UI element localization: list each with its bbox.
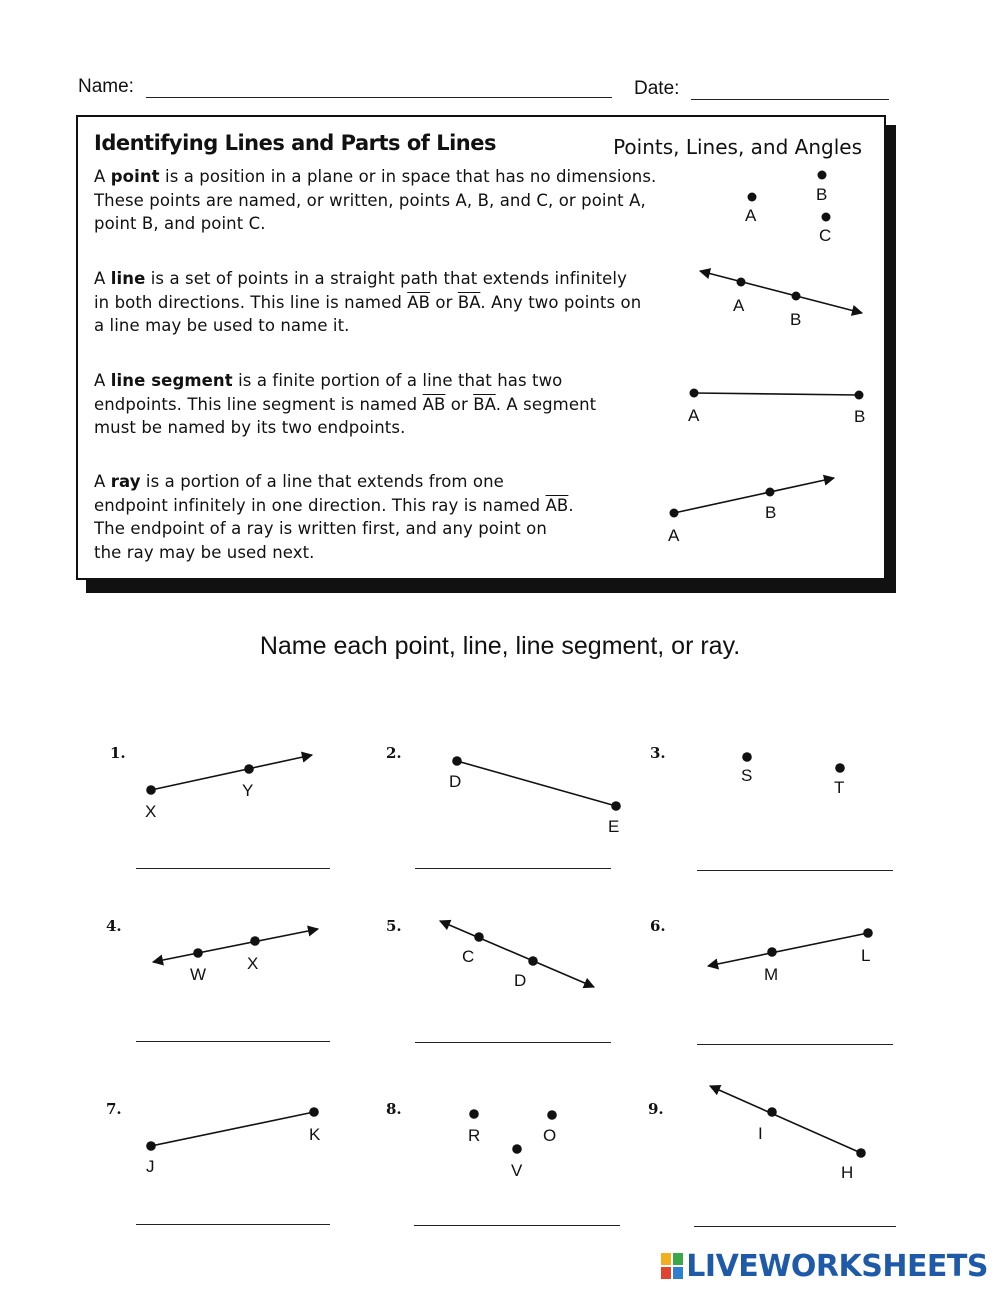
ray-b-label: B <box>765 503 777 522</box>
liveworksheets-brand <box>661 1249 988 1284</box>
question-2-figure <box>449 756 621 836</box>
name-input[interactable] <box>148 74 616 96</box>
answer-4-input[interactable] <box>136 1019 330 1042</box>
question-1-label-x: X <box>145 802 157 821</box>
question-3-label-t: T <box>834 778 845 797</box>
segment-term: line segment <box>110 371 233 390</box>
date-input[interactable] <box>693 76 893 98</box>
ray-diagram <box>668 478 834 545</box>
brand-text: LIVEWORKSHEETS <box>686 1249 988 1284</box>
date-label: Date: <box>634 78 680 99</box>
point-c-dot <box>822 213 831 222</box>
liveworksheets-logo-icon <box>661 1253 683 1279</box>
question-figures <box>0 700 1000 1220</box>
name-label: Name: <box>78 76 134 97</box>
point-a-label: A <box>745 206 757 225</box>
question-1-label-y: Y <box>242 781 254 800</box>
definition-diagrams <box>78 117 884 578</box>
answer-8-input[interactable] <box>414 1203 620 1226</box>
answer-2-input[interactable] <box>415 846 611 869</box>
question-4-figure <box>153 929 318 984</box>
answer-1-input[interactable] <box>136 846 330 869</box>
question-2-label-d: D <box>449 772 462 791</box>
line-term: line <box>110 269 146 288</box>
answer-3-input[interactable] <box>697 848 893 871</box>
box-title: Identifying Lines and Parts of Lines <box>94 131 496 155</box>
line-diagram <box>700 271 862 329</box>
answer-9-input[interactable] <box>694 1204 896 1227</box>
question-4-label-x: X <box>247 954 259 973</box>
question-8-label-v: V <box>511 1161 523 1180</box>
question-8-label-o: O <box>543 1126 557 1145</box>
question-1-figure <box>145 755 312 821</box>
question-9-figure <box>710 1086 866 1182</box>
segment-definition: A line segment is a finite portion of a line that has two endpoints. This line segment is named $\overline{AB}$ or $\overline{BA}$. A segment must be named by its two endpoints. <box>94 371 597 437</box>
segment-name-ba: $\overline{BA}$ <box>473 394 496 414</box>
point-b-dot <box>818 171 827 180</box>
definitions-box <box>76 115 886 580</box>
question-7-label-k: K <box>309 1125 321 1144</box>
answer-5-input[interactable] <box>415 1020 611 1043</box>
ray-definition: A ray is a portion of a line that extends from one endpoint infinitely in one direction. This ray is named $\overline{AB}$. The endpoint of a ray is written first, and any point on the ray may be used next. <box>94 472 574 562</box>
question-9-label-i: I <box>758 1124 763 1143</box>
question-7-figure <box>146 1107 321 1176</box>
question-8-figure <box>468 1109 557 1180</box>
answer-7-input[interactable] <box>136 1202 330 1225</box>
line-name-ba: $\overline{BA}$ <box>457 292 481 312</box>
question-3-label-s: S <box>741 766 753 785</box>
answer-6-input[interactable] <box>697 1022 893 1045</box>
question-5-figure <box>440 921 594 990</box>
ray-name-ab: $\overline{AB}$ <box>545 495 569 515</box>
instruction-text: Name each point, line, line segment, or ray. <box>259 632 741 660</box>
question-4-label-w: W <box>190 965 207 984</box>
segment-diagram <box>688 389 865 427</box>
line-definition: A line is a set of points in a straight path that extends infinitely in both directions. This line is named $\overline{AB}$ or $\overline{BA}$. Any two points on a line may be used to name it. <box>94 269 642 335</box>
question-5-number: 5. <box>386 917 402 935</box>
question-6-number: 6. <box>650 917 666 935</box>
segment-b-label: B <box>854 407 866 426</box>
question-7-label-j: J <box>146 1157 155 1176</box>
question-7-number: 7. <box>106 1100 122 1118</box>
question-1-number: 1. <box>110 744 126 762</box>
name-underline <box>146 97 612 98</box>
segment-name-ab: $\overline{AB}$ <box>422 394 446 414</box>
point-a-dot <box>748 193 757 202</box>
point-c-label: C <box>819 226 832 245</box>
question-6-label-l: L <box>861 946 871 965</box>
date-underline <box>691 99 889 100</box>
line-name-ab: $\overline{AB}$ <box>407 292 431 312</box>
question-6-label-m: M <box>764 965 779 984</box>
question-4-number: 4. <box>106 917 122 935</box>
box-subtitle: Points, Lines, and Angles <box>613 135 862 159</box>
question-3-figure <box>741 752 845 797</box>
question-5-label-d: D <box>514 971 527 990</box>
ray-a-label: A <box>668 526 680 545</box>
question-2-number: 2. <box>386 744 402 762</box>
point-term: point <box>110 167 160 186</box>
question-9-number: 9. <box>648 1100 664 1118</box>
question-6-figure <box>708 928 873 984</box>
point-definition: A point is a position in a plane or in space that has no dimensions. These points are named, or written, points A, B, and C, or point A, point B, and point C. <box>94 167 657 233</box>
segment-a-label: A <box>688 406 700 425</box>
line-b-label: B <box>790 310 802 329</box>
question-3-number: 3. <box>650 744 666 762</box>
question-2-label-e: E <box>608 817 620 836</box>
question-9-label-h: H <box>841 1163 854 1182</box>
question-8-label-r: R <box>468 1126 481 1145</box>
question-5-label-c: C <box>462 947 475 966</box>
line-a-label: A <box>733 296 745 315</box>
ray-term: ray <box>110 472 141 491</box>
point-b-label: B <box>816 185 828 204</box>
question-8-number: 8. <box>386 1100 402 1118</box>
points-diagram <box>745 171 831 246</box>
